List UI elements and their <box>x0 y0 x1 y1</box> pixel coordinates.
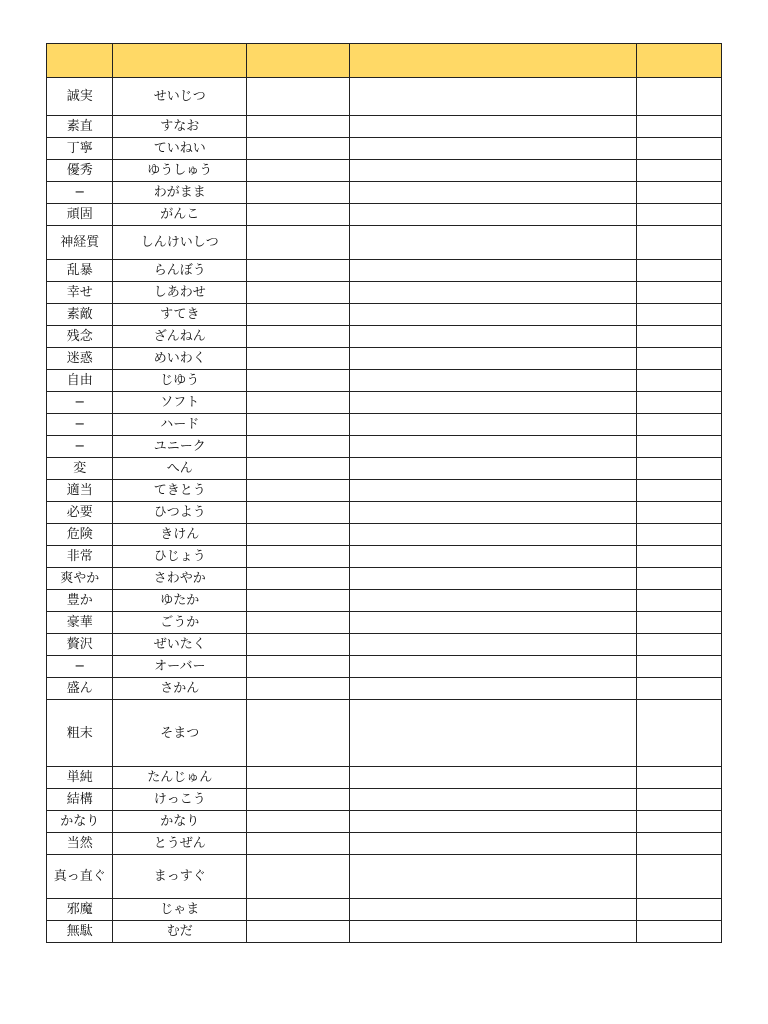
blank-cell <box>637 634 722 656</box>
word-cell: 当然 <box>47 833 113 855</box>
word-cell: 優秀 <box>47 160 113 182</box>
header-cell <box>47 44 113 78</box>
blank-cell <box>247 590 350 612</box>
blank-cell <box>637 458 722 480</box>
blank-cell <box>349 634 637 656</box>
table-row <box>47 700 722 767</box>
blank-cell <box>349 656 637 678</box>
word-cell: 迷惑 <box>47 348 113 370</box>
blank-cell <box>637 226 722 260</box>
blank-cell <box>349 226 637 260</box>
blank-cell <box>247 116 350 138</box>
word-cell: 粗末 <box>47 700 113 767</box>
blank-cell <box>247 282 350 304</box>
blank-cell <box>637 899 722 921</box>
blank-cell <box>247 436 350 458</box>
reading-cell: きけん <box>113 524 247 546</box>
blank-cell <box>637 921 722 943</box>
reading-cell: ざんねん <box>113 326 247 348</box>
blank-cell <box>637 260 722 282</box>
table-row <box>47 502 722 524</box>
blank-cell <box>247 502 350 524</box>
table-row <box>47 78 722 116</box>
blank-cell <box>349 392 637 414</box>
table-row <box>47 524 722 546</box>
word-cell: 盛ん <box>47 678 113 700</box>
word-cell: 単純 <box>47 767 113 789</box>
reading-cell: しあわせ <box>113 282 247 304</box>
blank-cell <box>349 590 637 612</box>
reading-cell: むだ <box>113 921 247 943</box>
blank-cell <box>637 414 722 436</box>
blank-cell <box>247 370 350 392</box>
table-row <box>47 138 722 160</box>
table-row <box>47 678 722 700</box>
blank-cell <box>349 546 637 568</box>
reading-cell: まっすぐ <box>113 855 247 899</box>
blank-cell <box>349 568 637 590</box>
word-cell: 素直 <box>47 116 113 138</box>
header-cell <box>637 44 722 78</box>
word-cell: 真っ直ぐ <box>47 855 113 899</box>
word-cell: − <box>47 656 113 678</box>
blank-cell <box>247 226 350 260</box>
blank-cell <box>349 348 637 370</box>
blank-cell <box>349 304 637 326</box>
blank-cell <box>247 204 350 226</box>
header-cell <box>349 44 637 78</box>
blank-cell <box>349 612 637 634</box>
blank-cell <box>637 204 722 226</box>
reading-cell: じゆう <box>113 370 247 392</box>
blank-cell <box>247 568 350 590</box>
blank-cell <box>637 116 722 138</box>
blank-cell <box>349 282 637 304</box>
blank-cell <box>637 138 722 160</box>
blank-cell <box>349 700 637 767</box>
table-row <box>47 414 722 436</box>
table-row <box>47 656 722 678</box>
blank-cell <box>637 590 722 612</box>
word-cell: 自由 <box>47 370 113 392</box>
blank-cell <box>247 348 350 370</box>
table-row <box>47 458 722 480</box>
table-row <box>47 182 722 204</box>
blank-cell <box>637 700 722 767</box>
word-cell: 邪魔 <box>47 899 113 921</box>
reading-cell: オーバー <box>113 656 247 678</box>
blank-cell <box>349 678 637 700</box>
word-cell: 幸せ <box>47 282 113 304</box>
vocabulary-table <box>46 43 722 943</box>
blank-cell <box>247 392 350 414</box>
reading-cell: へん <box>113 458 247 480</box>
blank-cell <box>349 833 637 855</box>
table-row <box>47 855 722 899</box>
table-row <box>47 392 722 414</box>
table-row <box>47 370 722 392</box>
reading-cell: かなり <box>113 811 247 833</box>
blank-cell <box>349 260 637 282</box>
blank-cell <box>247 414 350 436</box>
blank-cell <box>247 921 350 943</box>
blank-cell <box>637 524 722 546</box>
blank-cell <box>247 160 350 182</box>
reading-cell: しんけいしつ <box>113 226 247 260</box>
blank-cell <box>637 502 722 524</box>
blank-cell <box>349 414 637 436</box>
reading-cell: けっこう <box>113 789 247 811</box>
blank-cell <box>637 767 722 789</box>
blank-cell <box>349 502 637 524</box>
blank-cell <box>349 370 637 392</box>
blank-cell <box>349 436 637 458</box>
reading-cell: ハード <box>113 414 247 436</box>
blank-cell <box>247 811 350 833</box>
blank-cell <box>349 811 637 833</box>
word-cell: 変 <box>47 458 113 480</box>
table-row <box>47 204 722 226</box>
word-cell: − <box>47 392 113 414</box>
blank-cell <box>637 160 722 182</box>
reading-cell: ひつよう <box>113 502 247 524</box>
word-cell: 爽やか <box>47 568 113 590</box>
blank-cell <box>349 767 637 789</box>
table-row <box>47 260 722 282</box>
reading-cell: ぜいたく <box>113 634 247 656</box>
blank-cell <box>247 304 350 326</box>
reading-cell: たんじゅん <box>113 767 247 789</box>
blank-cell <box>247 855 350 899</box>
table-row <box>47 304 722 326</box>
word-cell: 神経質 <box>47 226 113 260</box>
reading-cell: せいじつ <box>113 78 247 116</box>
table-row <box>47 160 722 182</box>
blank-cell <box>349 116 637 138</box>
blank-cell <box>247 700 350 767</box>
table-row <box>47 811 722 833</box>
reading-cell: とうぜん <box>113 833 247 855</box>
blank-cell <box>637 304 722 326</box>
blank-cell <box>637 348 722 370</box>
blank-cell <box>637 182 722 204</box>
table-row <box>47 480 722 502</box>
table-row <box>47 634 722 656</box>
blank-cell <box>247 678 350 700</box>
blank-cell <box>637 612 722 634</box>
table-row <box>47 833 722 855</box>
reading-cell: めいわく <box>113 348 247 370</box>
word-cell: − <box>47 414 113 436</box>
blank-cell <box>349 524 637 546</box>
table-row <box>47 568 722 590</box>
word-cell: 危険 <box>47 524 113 546</box>
blank-cell <box>349 78 637 116</box>
table-row <box>47 612 722 634</box>
table-row <box>47 116 722 138</box>
reading-cell: すなお <box>113 116 247 138</box>
blank-cell <box>349 899 637 921</box>
word-cell: 無駄 <box>47 921 113 943</box>
blank-cell <box>637 656 722 678</box>
word-cell: 頑固 <box>47 204 113 226</box>
blank-cell <box>247 789 350 811</box>
reading-cell: がんこ <box>113 204 247 226</box>
word-cell: 適当 <box>47 480 113 502</box>
reading-cell: すてき <box>113 304 247 326</box>
table-row <box>47 590 722 612</box>
blank-cell <box>247 833 350 855</box>
reading-cell: ユニーク <box>113 436 247 458</box>
blank-cell <box>247 260 350 282</box>
blank-cell <box>349 160 637 182</box>
blank-cell <box>247 524 350 546</box>
blank-cell <box>349 182 637 204</box>
reading-cell: じゃま <box>113 899 247 921</box>
word-cell: 豊か <box>47 590 113 612</box>
blank-cell <box>637 370 722 392</box>
blank-cell <box>349 326 637 348</box>
blank-cell <box>637 568 722 590</box>
blank-cell <box>247 326 350 348</box>
word-cell: 乱暴 <box>47 260 113 282</box>
blank-cell <box>247 767 350 789</box>
blank-cell <box>349 921 637 943</box>
blank-cell <box>247 182 350 204</box>
reading-cell: ゆうしゅう <box>113 160 247 182</box>
blank-cell <box>349 480 637 502</box>
blank-cell <box>637 811 722 833</box>
blank-cell <box>637 678 722 700</box>
blank-cell <box>247 656 350 678</box>
reading-cell: ひじょう <box>113 546 247 568</box>
word-cell: − <box>47 436 113 458</box>
reading-cell: さわやか <box>113 568 247 590</box>
blank-cell <box>637 78 722 116</box>
blank-cell <box>637 855 722 899</box>
word-cell: 豪華 <box>47 612 113 634</box>
word-cell: 素敵 <box>47 304 113 326</box>
table-row <box>47 226 722 260</box>
blank-cell <box>637 546 722 568</box>
blank-cell <box>247 458 350 480</box>
word-cell: − <box>47 182 113 204</box>
reading-cell: わがまま <box>113 182 247 204</box>
table-row <box>47 282 722 304</box>
blank-cell <box>637 480 722 502</box>
blank-cell <box>349 789 637 811</box>
blank-cell <box>637 789 722 811</box>
reading-cell: ゆたか <box>113 590 247 612</box>
blank-cell <box>247 546 350 568</box>
reading-cell: てきとう <box>113 480 247 502</box>
reading-cell: ごうか <box>113 612 247 634</box>
table-row <box>47 326 722 348</box>
reading-cell: ていねい <box>113 138 247 160</box>
reading-cell: らんぼう <box>113 260 247 282</box>
word-cell: 結構 <box>47 789 113 811</box>
blank-cell <box>247 480 350 502</box>
table-row <box>47 767 722 789</box>
blank-cell <box>247 138 350 160</box>
table-header-row <box>47 44 722 78</box>
table-row <box>47 789 722 811</box>
reading-cell: さかん <box>113 678 247 700</box>
blank-cell <box>637 282 722 304</box>
blank-cell <box>349 855 637 899</box>
reading-cell: ソフト <box>113 392 247 414</box>
blank-cell <box>247 634 350 656</box>
blank-cell <box>637 833 722 855</box>
table-row <box>47 921 722 943</box>
blank-cell <box>247 612 350 634</box>
blank-cell <box>349 138 637 160</box>
table-row <box>47 436 722 458</box>
blank-cell <box>349 204 637 226</box>
reading-cell: そまつ <box>113 700 247 767</box>
table-row <box>47 546 722 568</box>
blank-cell <box>637 392 722 414</box>
word-cell: かなり <box>47 811 113 833</box>
table-row <box>47 348 722 370</box>
word-cell: 残念 <box>47 326 113 348</box>
blank-cell <box>349 458 637 480</box>
blank-cell <box>637 436 722 458</box>
word-cell: 非常 <box>47 546 113 568</box>
word-cell: 贅沢 <box>47 634 113 656</box>
blank-cell <box>637 326 722 348</box>
word-cell: 必要 <box>47 502 113 524</box>
blank-cell <box>247 899 350 921</box>
word-cell: 丁寧 <box>47 138 113 160</box>
word-cell: 誠実 <box>47 78 113 116</box>
blank-cell <box>247 78 350 116</box>
table-row <box>47 899 722 921</box>
header-cell <box>113 44 247 78</box>
header-cell <box>247 44 350 78</box>
